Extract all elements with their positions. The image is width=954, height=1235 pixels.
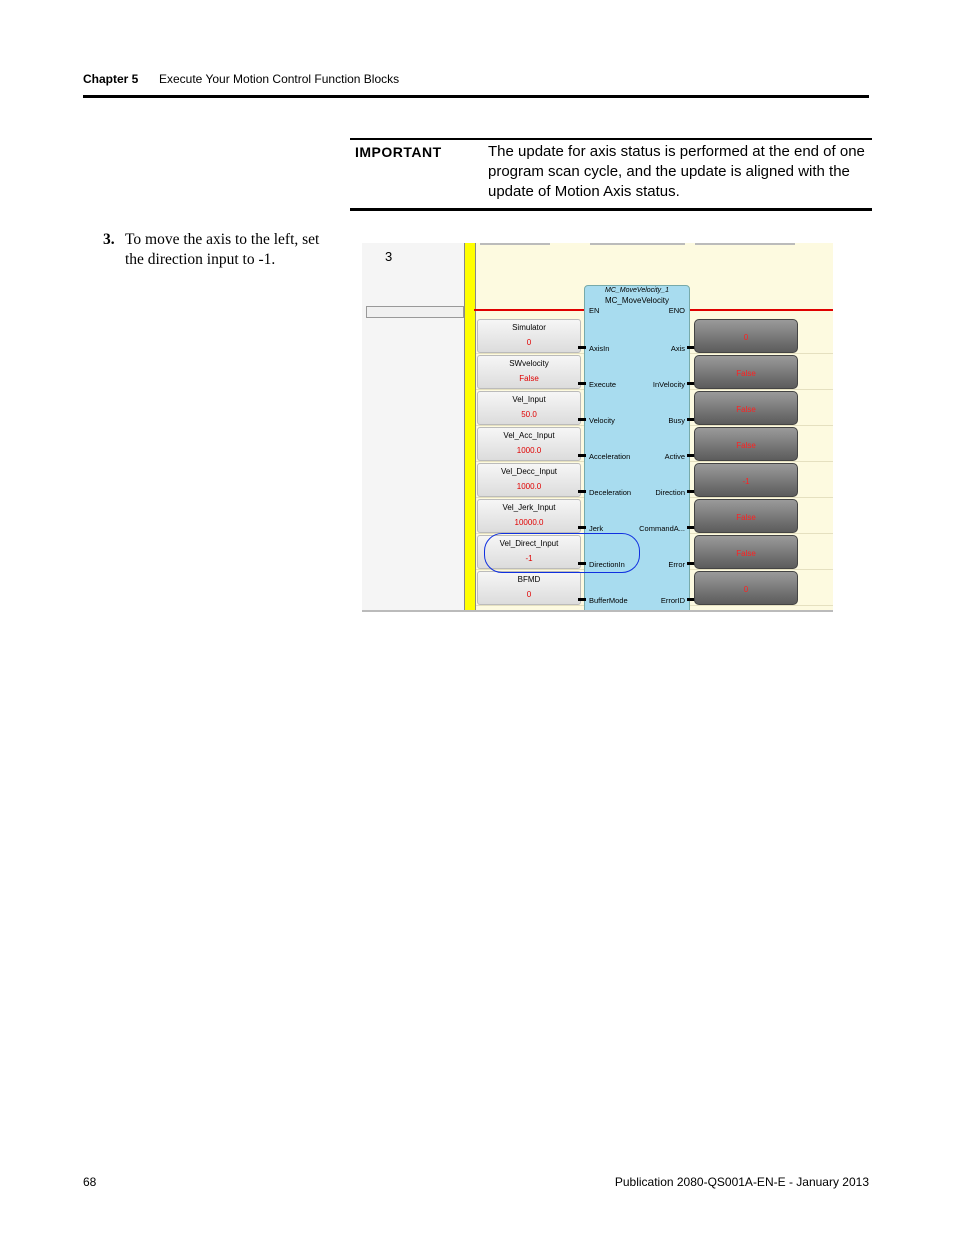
running-header xyxy=(83,72,400,86)
input-variable[interactable] xyxy=(477,391,581,425)
output-variable[interactable] xyxy=(694,499,798,533)
input-pin-label: AxisIn xyxy=(589,344,610,353)
input-pin-connector xyxy=(578,346,586,349)
output-pin-label: Busy xyxy=(668,416,685,425)
input-pin-label: Deceleration xyxy=(589,488,632,497)
block-type-name: MC_MoveVelocity xyxy=(604,296,670,305)
chapter-title: Execute Your Motion Control Function Blocks xyxy=(159,72,400,86)
output-pin-label: Axis xyxy=(670,344,685,353)
input-variable-value: -1 xyxy=(525,554,533,563)
output-variable[interactable] xyxy=(694,463,798,497)
input-variable-name: Simulator xyxy=(512,323,546,332)
input-pin-connector xyxy=(578,454,586,457)
input-variable-value: 10000.0 xyxy=(514,518,544,527)
input-variable-value: 1000.0 xyxy=(516,446,542,455)
input-pin-label: DirectionIn xyxy=(589,560,625,569)
output-variable[interactable] xyxy=(694,391,798,425)
highlight-circle xyxy=(484,533,640,573)
tab-edge xyxy=(590,243,685,245)
rung-comment-box[interactable] xyxy=(366,306,464,318)
power-flow-line-left xyxy=(474,309,584,311)
step-number: 3. xyxy=(103,231,115,248)
input-variable-name: Vel_Direct_Input xyxy=(499,539,559,548)
input-variable-value: 1000.0 xyxy=(516,482,542,491)
output-variable-value: False xyxy=(736,405,756,414)
header-rule xyxy=(83,95,869,98)
input-pin-connector xyxy=(578,598,586,601)
input-variable[interactable] xyxy=(477,499,581,533)
input-variable-name: Vel_Acc_Input xyxy=(503,431,555,440)
input-pin-label: Execute xyxy=(589,380,617,389)
input-variable[interactable] xyxy=(477,571,581,605)
publication-info: Publication 2080-QS001A-EN-E - January 2013 xyxy=(614,1175,869,1189)
step-3 xyxy=(103,230,333,270)
output-variable-value: False xyxy=(736,441,756,450)
output-pin-label: CommandA... xyxy=(639,524,685,533)
input-pin-connector xyxy=(578,382,586,385)
output-variable[interactable] xyxy=(694,319,798,353)
important-label: IMPORTANT xyxy=(355,144,442,160)
output-variable-value: -1 xyxy=(742,477,750,486)
input-pin-label: Acceleration xyxy=(589,452,631,461)
output-variable[interactable] xyxy=(694,571,798,605)
input-pin-connector xyxy=(578,526,586,529)
power-rail xyxy=(464,243,476,610)
output-variable-value: 0 xyxy=(743,333,749,342)
power-flow-line-right xyxy=(688,309,833,311)
output-variable[interactable] xyxy=(694,535,798,569)
input-pin-connector xyxy=(578,562,586,565)
input-variable-name: SWvelocity xyxy=(509,359,549,368)
output-pin-label: ErrorID xyxy=(660,596,685,605)
chapter-label: Chapter 5 xyxy=(83,72,139,86)
important-bottom-rule xyxy=(350,208,872,211)
rung-number-column xyxy=(362,243,465,610)
output-pin-label: Error xyxy=(668,560,685,569)
input-variable-name: BFMD xyxy=(517,575,541,584)
tab-edge xyxy=(695,243,795,245)
input-pin-label: Jerk xyxy=(589,524,604,533)
input-pin-label: BufferMode xyxy=(589,596,628,605)
input-variable[interactable] xyxy=(477,427,581,461)
input-variable-value: 50.0 xyxy=(521,410,537,419)
input-variable[interactable] xyxy=(477,463,581,497)
output-pin-label: Direction xyxy=(655,488,685,497)
input-variable-value: False xyxy=(519,374,539,383)
input-variable[interactable] xyxy=(477,355,581,389)
important-text: The update for axis status is performed at the end of one program scan cycle, and the update is aligned with the update of Motion Axis status. xyxy=(488,143,865,200)
output-pin-label: Active xyxy=(664,452,685,461)
input-variable[interactable] xyxy=(477,319,581,353)
pin-en: EN xyxy=(589,306,600,315)
output-variable-value: False xyxy=(736,549,756,558)
page-number: 68 xyxy=(83,1175,97,1189)
step-text: To move the axis to the left, set the direction input to -1. xyxy=(125,231,320,268)
output-variable-value: False xyxy=(736,513,756,522)
pin-eno: ENO xyxy=(668,306,685,315)
input-variable-name: Vel_Input xyxy=(512,395,546,404)
output-variable[interactable] xyxy=(694,427,798,461)
input-variable-value: 0 xyxy=(526,590,532,599)
rung-number: 3 xyxy=(385,249,393,264)
important-top-rule xyxy=(350,138,872,140)
input-variable-name: Vel_Jerk_Input xyxy=(502,503,556,512)
input-variable-value: 0 xyxy=(526,338,532,347)
input-pin-label: Velocity xyxy=(589,416,615,425)
output-variable[interactable] xyxy=(694,355,798,389)
ladder-diagram-screenshot xyxy=(362,243,833,612)
output-variable-value: False xyxy=(736,369,756,378)
input-pin-connector xyxy=(578,490,586,493)
input-pin-connector xyxy=(578,418,586,421)
block-instance-name: MC_MoveVelocity_1 xyxy=(605,287,669,294)
output-variable-value: 0 xyxy=(743,585,749,594)
input-variable-name: Vel_Decc_Input xyxy=(500,467,558,476)
tab-edge xyxy=(480,243,550,245)
output-pin-label: InVelocity xyxy=(652,380,685,389)
